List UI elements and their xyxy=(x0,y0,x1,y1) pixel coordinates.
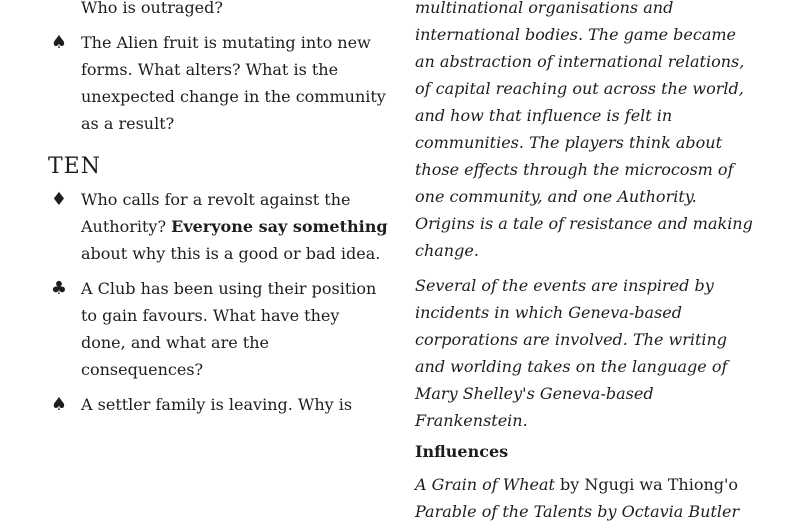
spade-icon: ♠ xyxy=(50,32,68,53)
influence-connector: by xyxy=(592,502,622,521)
club-icon: ♣ xyxy=(50,278,68,299)
list-item xyxy=(48,275,388,383)
influence-connector: by xyxy=(554,475,585,494)
left-column xyxy=(48,0,388,418)
right-column xyxy=(415,0,755,525)
influence-author: Ngugi wa Thiong'o xyxy=(584,475,739,494)
list-item-text: A settler family is leaving. Why is xyxy=(81,395,353,414)
diamond-icon: ♦ xyxy=(50,189,68,210)
list-item-text: A Club has been using their position to gain favours. What have they done, and what are the consequences? xyxy=(81,279,377,379)
list-item-text-end: about why this is a good or bad idea. xyxy=(81,244,381,263)
influence-item xyxy=(415,498,755,525)
top-fragment xyxy=(48,0,388,21)
list-item xyxy=(48,29,388,137)
top-fragment-text: Who is outraged? xyxy=(81,0,223,17)
influence-title: Parable of the Talents xyxy=(415,502,593,521)
influence-item xyxy=(415,471,755,498)
section-title: TEN xyxy=(48,154,101,179)
list-item-bold: Everyone say something xyxy=(171,217,388,236)
list-item xyxy=(48,186,388,267)
paragraph-origins: multinational organisations and international bodies. The game became an abstraction of international relations, of capital reaching out across the world, and how that influence is felt in communities. The players think about those effects through the microcosm of one community, and one Authority. Origins is a tale of resistance and making change. xyxy=(415,0,753,260)
spade-icon: ♠ xyxy=(50,394,68,415)
influence-title: A Grain of Wheat xyxy=(415,475,555,494)
influences-heading: Influences xyxy=(415,442,509,461)
list-item-text: Who calls for a revolt against the Authority? xyxy=(81,190,351,236)
list-item xyxy=(48,391,388,418)
influence-author: Octavia Butler xyxy=(621,502,740,521)
list-item-text: The Alien fruit is mutating into new forms. What alters? What is the unexpected change in the community as a result? xyxy=(81,33,386,133)
paragraph-geneva: Several of the events are inspired by incidents in which Geneva-based corporations are involved. The writing and worlding takes on the language of Mary Shelley's Geneva-based Frankenstein. xyxy=(415,276,728,430)
